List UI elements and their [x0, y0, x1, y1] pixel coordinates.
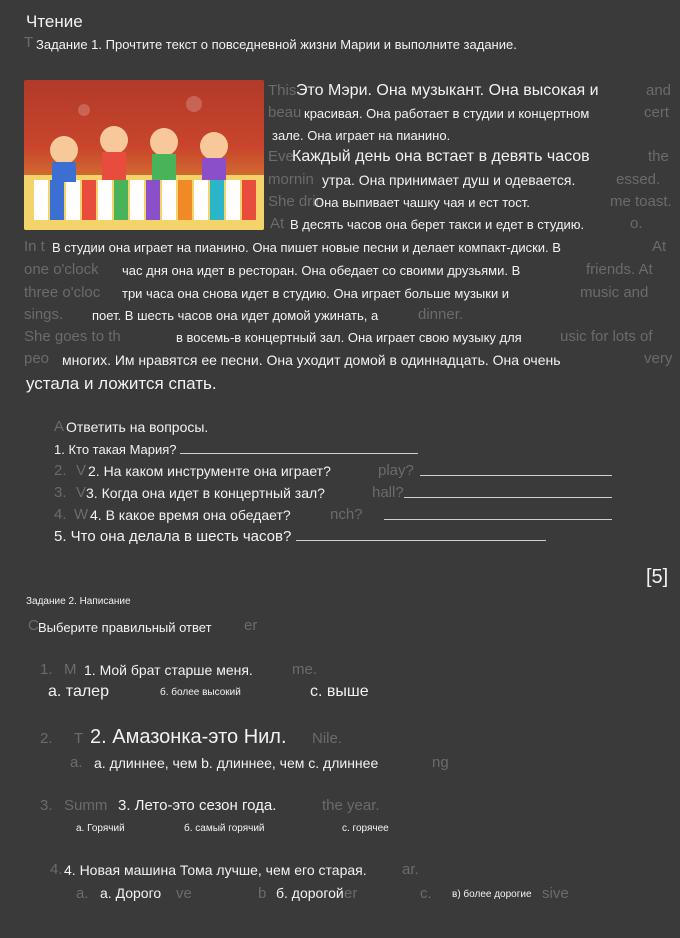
item-1-option-b[interactable]: б. более высокий: [160, 687, 241, 698]
text-line: Она выпивает чашку чая и ест тост.: [314, 195, 530, 210]
text-line: В студии она играет на пианино. Она пишет новые песни и делает компакт-диски. В: [52, 240, 561, 255]
text-line: три часа она снова идет в студию. Она играет больше музыки и: [122, 286, 510, 301]
item-4-option-a[interactable]: а. Дорого: [100, 885, 162, 901]
ghost-text: ng: [432, 754, 449, 771]
ghost-text: hall?: [372, 484, 404, 501]
ghost-text: me toast.: [610, 193, 672, 210]
ghost-text: C: [28, 617, 39, 634]
item-1-question: 1. Мой брат старше меня.: [84, 662, 253, 678]
ghost-text: music and: [580, 284, 649, 301]
text-line: утра. Она принимает душ и одевается.: [322, 172, 576, 188]
ghost-text: one o'clock: [24, 261, 99, 278]
ghost-text: This: [268, 82, 297, 99]
ghost-text: 3.: [40, 797, 53, 814]
ghost-text: c.: [420, 885, 432, 902]
ghost-text: peo: [24, 350, 50, 367]
ghost-text: 3.: [54, 484, 67, 501]
ghost-text: cert: [644, 104, 670, 121]
ghost-text: beau: [268, 104, 302, 121]
ghost-text: o.: [630, 215, 643, 232]
ghost-text: M: [64, 661, 77, 678]
item-3-question: 3. Лето-это сезон года.: [118, 797, 277, 814]
score-mark: [5]: [646, 566, 669, 588]
ghost-text: V: [76, 484, 87, 501]
text-line: красивая. Она работает в студии и концертном: [304, 106, 590, 121]
text-line: зале. Она играет на пианино.: [272, 128, 451, 143]
ghost-text: sings.: [24, 306, 64, 323]
item-1-option-c[interactable]: с. выше: [310, 683, 369, 700]
text-line: в восемь-в концертный зал. Она играет свою музыку для: [176, 330, 522, 345]
section-title: Чтение: [26, 12, 83, 31]
text-line: Каждый день она встает в девять часов: [292, 148, 590, 165]
answer-line-4: [384, 507, 612, 525]
item-2-question: 2. Амазонка-это Нил.: [90, 726, 287, 748]
question-4: 4. В какое время она обедает?: [90, 507, 291, 523]
text-line: час дня она идет в ресторан. Она обедает со своими друзьями. В: [122, 263, 521, 278]
ghost-text: mornin: [268, 171, 314, 188]
ghost-text: A: [54, 418, 65, 435]
ghost-text: At: [270, 215, 285, 232]
ghost-text: sive: [542, 885, 569, 902]
ghost-text: and: [646, 82, 672, 99]
ghost-text: 2.: [40, 730, 53, 747]
ghost-text: In t: [24, 238, 45, 255]
task2-instruction: Выберите правильный ответ: [38, 620, 212, 635]
ghost-text: essed.: [616, 171, 661, 188]
item-3-option-a[interactable]: а. Горячий: [76, 823, 125, 834]
question-1: 1. Кто такая Мария?: [54, 441, 418, 457]
ghost-text: three o'cloc: [24, 284, 101, 301]
item-3-option-b[interactable]: б. самый горячий: [184, 823, 265, 834]
ghost-text: nch?: [330, 506, 363, 523]
text-line: поет. В шесть часов она идет домой ужинать, а: [92, 308, 379, 323]
ghost-text: very: [644, 350, 673, 367]
ghost-text: er: [344, 885, 358, 902]
ghost-text: a.: [70, 754, 83, 771]
ghost-text: V: [76, 462, 87, 479]
ghost-text: b: [258, 885, 267, 902]
ghost-text: 1.: [40, 661, 53, 678]
ghost-text: ve: [176, 885, 192, 902]
item-3-option-c[interactable]: с. горячее: [342, 823, 389, 834]
ghost-text: er: [244, 617, 258, 634]
answer-line-2: [420, 463, 612, 481]
item-2-options[interactable]: а. длиннее, чем b. длиннее, чем c. длиннее: [94, 755, 379, 771]
item-4-option-b[interactable]: б. дорогой: [276, 885, 344, 901]
ghost-text: dinner.: [418, 306, 464, 323]
question-3: 3. Когда она идет в концертный зал?: [86, 485, 325, 501]
text-line: устала и ложится спать.: [26, 374, 217, 393]
task1-heading: Задание 1. Прочтите текст о повседневной жизни Марии и выполните задание.: [36, 37, 517, 52]
task2-heading: Задание 2. Написание: [26, 596, 131, 607]
ghost-text: 2.: [54, 462, 67, 479]
ghost-text: She drin: [268, 193, 324, 210]
ghost-text: play?: [378, 462, 414, 479]
item-4-question: 4. Новая машина Тома лучше, чем его старая.: [64, 862, 367, 878]
ghost-text: ar.: [402, 861, 419, 878]
ghost-text: Nile.: [312, 730, 343, 747]
ghost-text: the year.: [322, 797, 380, 814]
ghost-text: usic for lots of: [560, 328, 653, 345]
ghost-text: T: [74, 730, 84, 747]
text-line: Это Мэри. Она музыкант. Она высокая и: [296, 82, 599, 99]
ghost-text: me.: [292, 661, 318, 678]
text-line: многих. Им нравятся ее песни. Она уходит домой в одиннадцать. Она очень: [62, 352, 561, 368]
question-5: 5. Что она делала в шесть часов?: [54, 528, 546, 545]
ghost-text: Eve: [268, 148, 294, 165]
answer-line-3: [404, 485, 612, 503]
ghost-letter: T: [24, 34, 34, 51]
ghost-text: W: [74, 506, 89, 523]
ghost-text: At: [652, 238, 667, 255]
ghost-text: friends. At: [586, 261, 653, 278]
questions-title: Ответить на вопросы.: [66, 419, 209, 435]
ghost-text: a.: [76, 885, 89, 902]
ghost-text: the: [648, 148, 669, 165]
question-2: 2. На каком инструменте она играет?: [88, 463, 331, 479]
item-1-option-a[interactable]: а. талер: [48, 683, 109, 700]
text-line: В десять часов она берет такси и едет в студию.: [290, 217, 585, 232]
ghost-text: Summ: [64, 797, 108, 814]
illustration-image: [24, 80, 264, 230]
ghost-text: She goes to th: [24, 328, 121, 345]
ghost-text: 4.: [54, 506, 67, 523]
ghost-text: 4.: [50, 861, 63, 878]
item-4-option-c[interactable]: в) более дорогие: [452, 889, 532, 900]
